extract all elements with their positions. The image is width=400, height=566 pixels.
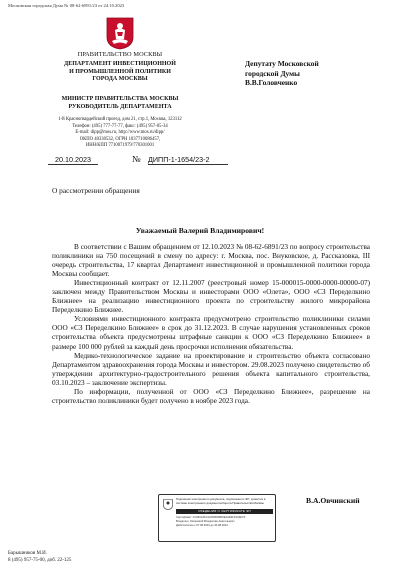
registration-date: 20.10.2023	[48, 155, 98, 165]
stamp-certificate: Сертификат: 01C8AAFF2122D3D89D0EA3D4FF4A6D7F	[176, 516, 246, 519]
minister-line: РУКОВОДИТЕЛЬ ДЕПАРТАМЕНТА	[68, 103, 172, 110]
department-line: ГОРОДА МОСКВЫ	[92, 76, 148, 83]
contact-inn: ИНН/КПП 7710071979/770301001	[85, 143, 155, 149]
body-paragraph: Условиями инвестиционного контракта предусмотрено строительство поликлиники силами ООО «СЗ Переделкино Ближнее» в срок до 31.12.2023. В случае нарушения установленных сроков строительства объекта предусмотрены штрафные санкции к ООО «СЗ Переделкино Ближнее» в размере 100 000 рублей за каждый день просрочки исполнения обязательства.	[52, 315, 370, 351]
body-paragraph: Медико-технологическое задание на проектирование и строительство объекта согласовано Департаментом здравоохранения города Москвы и инвестором. 29.08.2023 получено свидетельство об утверждении архитектурно-градостроительного решения объекта капитального строительства, 03.10.2023 – заключение экспертизы.	[52, 351, 370, 387]
executor-block	[8, 551, 71, 564]
stamp-validity: Действителен с 07.08.2023 до 30.08.2024	[176, 523, 228, 527]
department-title	[6, 61, 234, 84]
registration-row	[48, 155, 234, 167]
body-paragraph: Инвестиционный контракт от 12.11.2007 (реестровый номер 15-000015-0000-0000-00000-07) заключен между Правительством Москвы и инвесторами ООО «Олета», ООО «СЗ Переделкино Ближнее» на реализацию инвестиционного проекта по строительству жилого микрорайона Переделкино Ближнее.	[52, 279, 370, 315]
letter-body	[52, 243, 370, 406]
stamp-owner: Владелец: Овчинский Владислав Анатольевич	[176, 519, 235, 523]
electronic-signature-stamp	[158, 494, 276, 542]
addressee-line: городской Думы	[245, 68, 300, 78]
body-paragraph: В соответствии с Вашим обращением от 12.10.2023 № 08-62-6891/23 по вопросу строительства поликлиники на 750 посещений в смену по адресу: г. Москва, пос. Внуковское, д. Рассказовка, III очередь строительства, 17 квартал Департамент инвестиционной и промышленной политики города Москвы сообщает.	[52, 243, 370, 279]
department-line: ДЕПАРТАМЕНТ ИНВЕСТИЦИОННОЙ	[64, 61, 176, 67]
body-paragraph: По информации, полученной от ООО «СЗ Переделкино Ближнее», разрешение на строительство поликлиники будет получено в ноябре 2023 года.	[52, 387, 370, 405]
contact-block	[6, 117, 234, 150]
signer-name: В.А.Овчинский	[306, 496, 360, 505]
addressee-line: Депутату Московской	[245, 59, 319, 68]
letter-subject: О рассмотрении обращения	[52, 186, 140, 195]
registration-number-label: №	[132, 154, 141, 164]
greeting: Уважаемый Валерий Владимирович!	[135, 226, 265, 235]
government-title: ПРАВИТЕЛЬСТВО МОСКВЫ	[77, 51, 163, 58]
registration-top-note: Московская городская Дума № 08-62-6891/23 от 24.10.2023	[8, 3, 125, 8]
department-line: И ПРОМЫШЛЕННОЙ ПОЛИТИКИ	[69, 68, 171, 75]
addressee-block	[245, 59, 319, 88]
contact-email: E-mail: dipp@mos.ru, http://www.mos.ru/dipp/	[75, 130, 165, 136]
contact-phone: Телефон: (495) 777-77-77, факс: (495) 957-05-34	[72, 123, 168, 129]
addressee-line: В.В.Головченко	[245, 78, 298, 87]
minister-line: МИНИСТР ПРАВИТЕЛЬСТВА МОСКВЫ	[61, 96, 179, 102]
stamp-intro: Подлинник электронного документа, подписанного ЭП, хранится в системе электронного документооборота Правительства Москвы	[176, 497, 266, 505]
stamp-band: СВЕДЕНИЯ О СЕРТИФИКАТЕ ЭП	[176, 509, 273, 514]
executor-name: Барышников М.И.	[8, 551, 47, 556]
registration-number: ДИПП-1-1654/23-2	[148, 155, 228, 165]
stamp-emblem-icon	[163, 499, 173, 510]
contact-address: 1-й Красногвардейский проезд, дом 21, стр.1, Москва, 123112	[58, 117, 182, 122]
stamp-details	[176, 516, 273, 528]
contact-okpo: ОКПО 40330532, ОГРН 1037710086457,	[79, 136, 161, 142]
moscow-coat-of-arms-icon	[106, 17, 134, 50]
minister-title	[6, 96, 234, 111]
executor-phone: 8 (495) 957-75-00, доб. 22-125	[8, 557, 72, 563]
